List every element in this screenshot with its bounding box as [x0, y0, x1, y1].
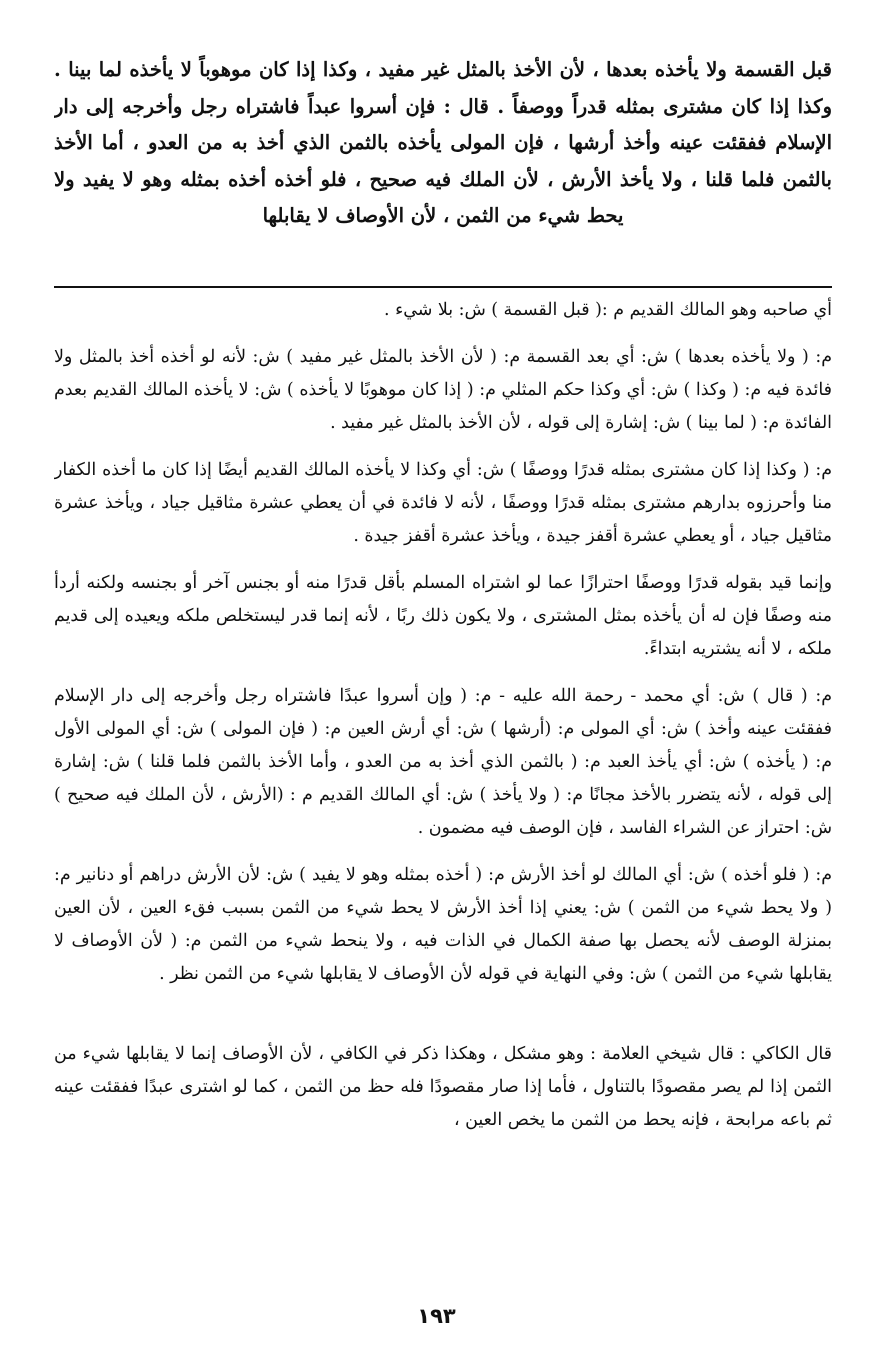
commentary-paragraph: م: ( وكذا إذا كان مشترى بمثله قدرًا ووصفًا ) ش: أي وكذا لا يأخذه المالك القديم أيضًا إذا كان ما أخذه الكفار منا وأحرزوه بدارهم مشترى بمثله قدرًا ووصفًا ، لأنه لا فائدة في أن يعطي عشرة مثاقيل جياد ، ويأخذ عشرة مثاقيل جياد ، أو يعطي عشرة أقفز جيدة ، ويأخذ عشرة أقفز جيدة .	[54, 460, 832, 546]
commentary-paragraph: م: ( قال ) ش: أي محمد - رحمة الله عليه - م: ( وإن أسروا عبدًا فاشتراه رجل وأخرجه إلى دار الإسلام ففقئت عينه وأخذ ) ش: أي المولى م: (أرشها ) ش: أي أرش العين م: ( فإن المولى ) ش: أي المولى الأول م: ( يأخذه ) ش: أي يأخذ العبد م: ( بالثمن الذي أخذ به من العدو ، وأما الأخذ بالثمن فلما قلنا ) ش: إشارة إلى قوله ، لأنه يتضرر بالأخذ مجانًا م: ( ولا يأخذ ) ش: أي المالك القديم م : (الأرش ، لأن الملك فيه صحيح ) ش: احتراز عن الشراء الفاسد ، فإن الوصف فيه مضمون .	[54, 686, 832, 838]
commentary-paragraph: قال الكاكي : قال شيخي العلامة : وهو مشكل ، وهكذا ذكر في الكافي ، لأن الأوصاف إنما لا يقابلها شيء من الثمن إذا لم يصر مقصودًا بالتناول ، فأما إذا صار مقصودًا فله حظ من الثمن ، كما لو اشترى عبدًا ففقئت عينه ثم باعه مرابحة ، فإنه يحط من الثمن ما يخص العين ،	[54, 1044, 832, 1130]
commentary-paragraph: م: ( فلو أخذه ) ش: أي المالك لو أخذ الأرش م: ( أخذه بمثله وهو لا يفيد ) ش: لأن الأرش دراهم أو دنانير م: ( ولا يحط شيء من الثمن ) ش: يعني إذا أخذ الأرش لا يحط شيء من الثمن بسبب فقء العين ، لأن العين بمنزلة الوصف لأنه يحصل بها صفة الكمال في الذات فيه ، ولا ينحط شيء من الثمن م: ( لأن الأوصاف لا يقابلها شيء من الثمن ) ش: وفي النهاية في قوله لأن الأوصاف لا يقابلها شيء من الثمن نظر .	[54, 865, 832, 984]
commentary-paragraph: وإنما قيد بقوله قدرًا ووصفًا احترازًا عما لو اشتراه المسلم بأقل قدرًا منه أو بجنس آخر أو بجنسه ولكنه أردأ منه وصفًا فإن له أن يأخذه بمثل المشترى ، ولا يكون ذلك ربًا ، لأنه إنما قدر ليستخلص ملكه ويعيده إلى قديم ملكه ، لا أنه يشتريه ابتداءً.	[54, 573, 832, 659]
page-number: ١٩٣	[417, 1304, 456, 1328]
main-text: قبل القسمة ولا يأخذه بعدها ، لأن الأخذ بالمثل غير مفيد ، وكذا إذا كان موهوباً لا يأخذه لما بينا . وكذا إذا كان مشترى بمثله قدراً ووصفاً . قال : فإن أسروا عبداً فاشتراه رجل وأخرجه إلى دار الإسلام ففقئت عينه وأخذ أرشها ، فإن المولى يأخذه بالثمن الذي أخذ به من العدو ، أما الأخذ بالثمن فلما قلنا ، ولا يأخذ الأرش ، لأن الملك فيه صحيح ، فلو أخذه أخذه بمثله وهو لا يفيد ولا يحط شيء من الثمن ، لأن الأوصاف لا يقابلها	[54, 58, 832, 227]
divider-rule	[54, 286, 832, 288]
commentary-paragraph: م: ( ولا يأخذه بعدها ) ش: أي بعد القسمة م: ( لأن الأخذ بالمثل غير مفيد ) ش: لأنه لو أخذه أخذ بالمثل ولا فائدة فيه م: ( وكذا ) ش: أي وكذا حكم المثلي م: ( إذا كان موهوبًا لا يأخذه ) ش: لا يأخذه المالك القديم بعدم الفائدة م: ( لما بينا ) ش: إشارة إلى قوله ، لأن الأخذ بالمثل غير مفيد .	[54, 347, 832, 433]
commentary-paragraph: أي صاحبه وهو المالك القديم م :( قبل القسمة ) ش: بلا شيء .	[384, 300, 832, 320]
commentary	[54, 294, 832, 1137]
document-page	[54, 52, 832, 1151]
